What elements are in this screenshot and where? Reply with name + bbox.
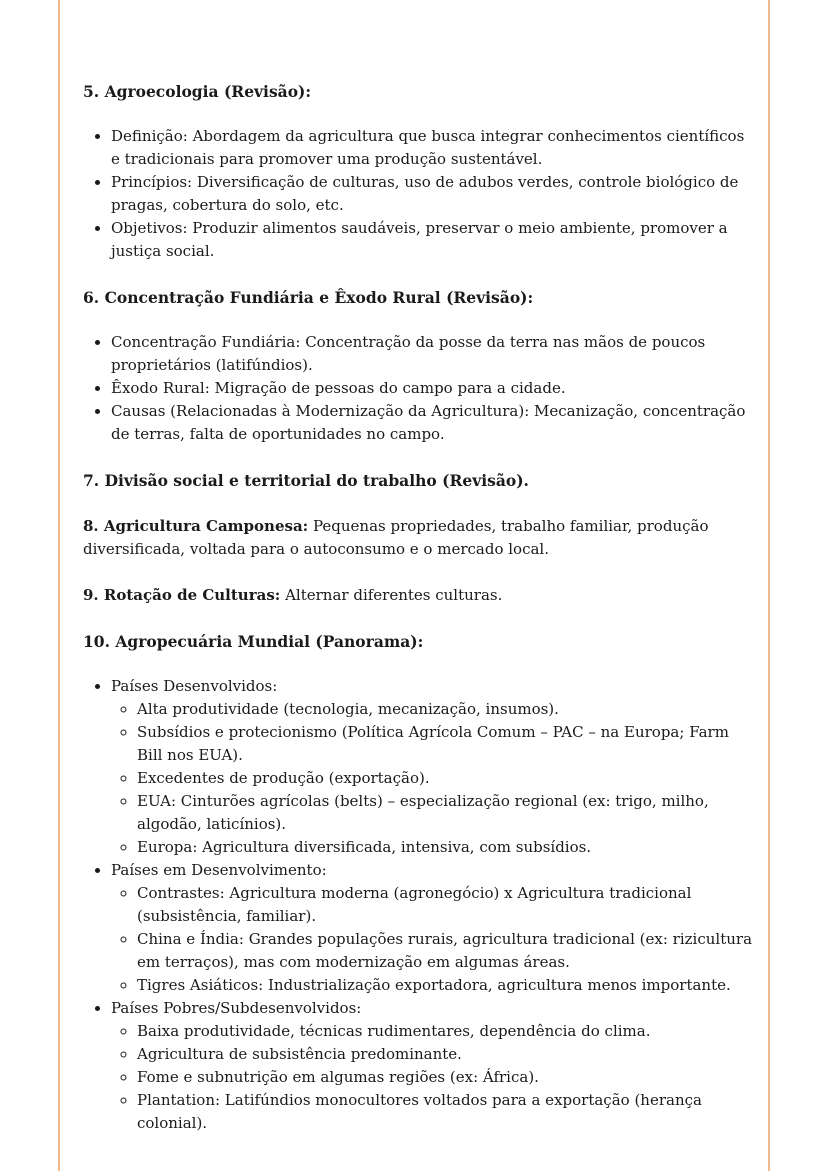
section-5-list [83,125,753,263]
list-item-poor [111,997,753,1135]
section-5-heading: 5. Agroecologia (Revisão): [83,82,312,101]
sublist-item: ◦ Plantation: Latifúndios monocultores voltados para a exportação (herança colonial). [137,1089,753,1135]
list-item: • Causas (Relacionadas à Modernização da Agricultura): Mecanização, concentração de terras, falta de oportunidades no campo. [111,400,753,446]
section-6-list [83,331,753,446]
sublist-item: ◦ Baixa produtividade, técnicas rudimentares, dependência do clima. [137,1020,753,1043]
section-9-paragraph [83,584,753,607]
group-title: Países em Desenvolvimento: [111,861,327,879]
list-item: • Concentração Fundiária: Concentração da posse da terra nas mãos de poucos proprietários (latifúndios). [111,331,753,377]
section-7-heading: 7. Divisão social e territorial do trabalho (Revisão). [83,471,529,490]
sublist-item: ◦ EUA: Cinturões agrícolas (belts) – especialização regional (ex: trigo, milho, algodão, laticínios). [137,790,753,836]
sublist-item: ◦ China e Índia: Grandes populações rurais, agricultura tradicional (ex: rizicultura em terraços), mas com modernização em algumas áreas. [137,928,753,974]
page-border-left [58,0,60,1171]
sublist-poor [111,1020,753,1135]
sublist-developing [111,882,753,997]
sublist-item: ◦ Excedentes de produção (exportação). [137,767,753,790]
section-8-text: Pequenas propriedades, trabalho familiar, produção diversificada, voltada para o autoconsumo e o mercado local. [83,517,709,558]
section-10-heading: 10. Agropecuária Mundial (Panorama): [83,632,424,651]
sublist-item: ◦ Subsídios e protecionismo (Política Agrícola Comum – PAC – na Europa; Farm Bill nos EUA). [137,721,753,767]
sublist-item: ◦ Alta produtividade (tecnologia, mecanização, insumos). [137,698,753,721]
section-9-label: 9. Rotação de Culturas: [83,586,281,604]
page-border-right [768,0,770,1171]
section-8-paragraph [83,515,753,561]
document-page [83,80,753,1135]
list-item-developed [111,675,753,859]
sublist-developed [111,698,753,859]
list-item-developing [111,859,753,997]
sublist-item: ◦ Europa: Agricultura diversificada, intensiva, com subsídios. [137,836,753,859]
list-item: • Definição: Abordagem da agricultura que busca integrar conhecimentos científicos e tradicionais para promover uma produção sustentável. [111,125,753,171]
section-8-label: 8. Agricultura Camponesa: [83,517,309,535]
group-title: Países Desenvolvidos: [111,677,278,695]
section-6-heading: 6. Concentração Fundiária e Êxodo Rural (Revisão): [83,288,534,307]
sublist-item: ◦ Fome e subnutrição em algumas regiões (ex: África). [137,1066,753,1089]
group-title: Países Pobres/Subdesenvolvidos: [111,999,362,1017]
sublist-item: ◦ Tigres Asiáticos: Industrialização exportadora, agricultura menos importante. [137,974,753,997]
list-item: • Objetivos: Produzir alimentos saudáveis, preservar o meio ambiente, promover a justiça social. [111,217,753,263]
sublist-item: ◦ Agricultura de subsistência predominante. [137,1043,753,1066]
list-item: • Princípios: Diversificação de culturas, uso de adubos verdes, controle biológico de pragas, cobertura do solo, etc. [111,171,753,217]
sublist-item: ◦ Contrastes: Agricultura moderna (agronegócio) x Agricultura tradicional (subsistência, familiar). [137,882,753,928]
section-10-list [83,675,753,1135]
list-item: • Êxodo Rural: Migração de pessoas do campo para a cidade. [111,377,753,400]
section-9-text: Alternar diferentes culturas. [280,586,503,604]
